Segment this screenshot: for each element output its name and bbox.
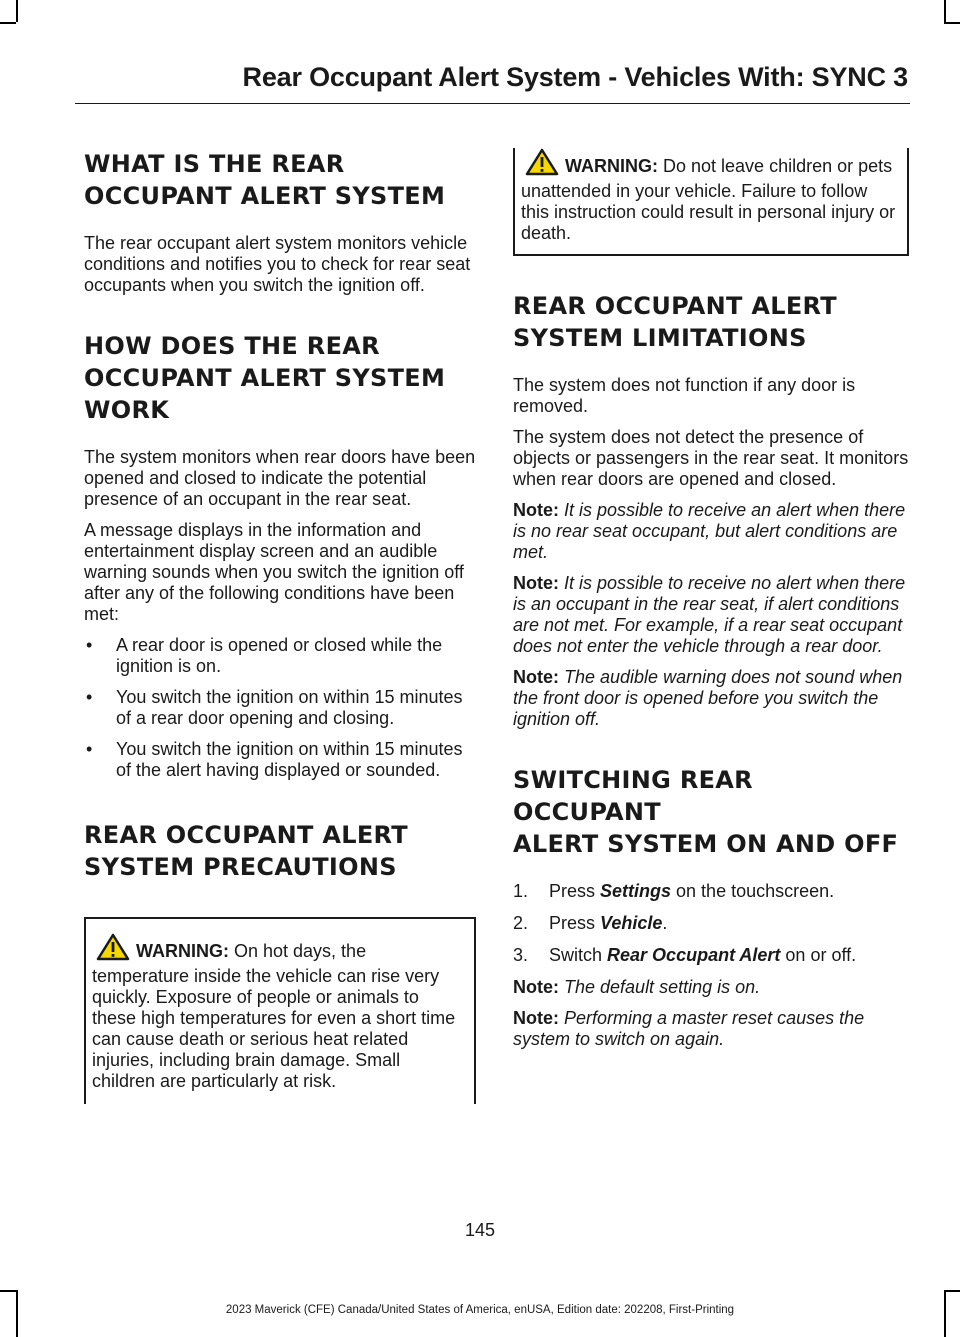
edition-footer: 2023 Maverick (CFE) Canada/United States of America, enUSA, Edition date: 202208, First-Printing (225, 1304, 735, 1316)
vehicle-term: Vehicle (600, 913, 663, 933)
list-item: • A rear door is opened or closed while the ignition is on. (84, 635, 476, 677)
list-item: 2. Press Vehicle. (513, 913, 668, 933)
warning-text: On hot days, the temperature inside the vehicle can rise very quickly. Exposure of people or animals to these high temperatures for even a short time can cause death or serious heat related injuries, including brain damage. Small children are particularly at risk. (92, 941, 456, 1091)
paragraph: The rear occupant alert system monitors vehicle conditions and notifies you to check for rear seat occupants when you switch the ignition off. (84, 233, 471, 295)
crop-mark (944, 1290, 960, 1292)
crop-mark (0, 22, 16, 24)
left-column (84, 148, 476, 1104)
paragraph: The system does not function if any door is removed. (513, 375, 856, 416)
note: Note: It is possible to receive no alert when there is an occupant in the rear seat, if alert conditions are not met. For example, if a rear seat occupant does not enter the vehicle through a rear door. (513, 573, 906, 656)
section-heading-what-is: WHAT IS THE REAR OCCUPANT ALERT SYSTEM (84, 150, 446, 210)
section-heading-switching: SWITCHING REAR OCCUPANT ALERT SYSTEM ON AND OFF (513, 766, 899, 858)
note: Note: The audible warning does not sound when the front door is opened before you switch the ignition off. (513, 667, 903, 729)
rear-occupant-alert-term: Rear Occupant Alert (607, 945, 781, 965)
right-column (513, 148, 909, 1060)
note: Note: Performing a master reset causes the system to switch on again. (513, 1008, 865, 1049)
crop-mark (944, 0, 946, 22)
settings-term: Settings (600, 881, 672, 901)
header-divider (75, 103, 910, 104)
page-header-title: Rear Occupant Alert System - Vehicles With: SYNC 3 (242, 62, 908, 92)
note: Note: The default setting is on. (513, 977, 761, 997)
list-item: • You switch the ignition on within 15 minutes of a rear door opening and closing. (84, 687, 476, 729)
warning-box-heat (84, 917, 476, 1104)
warning-label: WARNING: (136, 941, 229, 961)
warning-box-unattended (513, 148, 909, 256)
paragraph: The system does not detect the presence of objects or passengers in the rear seat. It monitors when rear doors are opened and closed. (513, 427, 909, 489)
list-item: 3. Switch Rear Occupant Alert on or off. (513, 945, 857, 965)
steps-list (513, 881, 909, 966)
page-number: 145 (464, 1220, 496, 1240)
warning-label: WARNING: (565, 156, 658, 176)
warning-triangle-icon (525, 148, 559, 181)
crop-mark (16, 0, 18, 22)
paragraph: A message displays in the information and entertainment display screen and an audible warning sounds when you switch the ignition off after any of the following conditions have been met: (84, 520, 464, 624)
conditions-list (84, 635, 476, 781)
crop-mark (0, 1290, 16, 1292)
warning-text: Do not leave children or pets unattended in your vehicle. Failure to follow this instruction could result in personal injury or death. (521, 156, 896, 243)
note: Note: It is possible to receive an alert when there is no rear seat occupant, but alert conditions are met. (513, 500, 906, 562)
warning-triangle-icon (96, 933, 130, 966)
paragraph: The system monitors when rear doors have been opened and closed to indicate the potential presence of an occupant in the rear seat. (84, 447, 476, 509)
list-item: 1. Press Settings on the touchscreen. (513, 881, 835, 901)
section-heading-precautions: REAR OCCUPANT ALERT SYSTEM PRECAUTIONS (84, 821, 408, 881)
crop-mark (944, 22, 960, 24)
section-heading-limitations: REAR OCCUPANT ALERT SYSTEM LIMITATIONS (513, 292, 837, 352)
section-heading-how-does: HOW DOES THE REAR OCCUPANT ALERT SYSTEM WORK (84, 332, 446, 424)
list-item: • You switch the ignition on within 15 minutes of the alert having displayed or sounded. (84, 739, 476, 781)
